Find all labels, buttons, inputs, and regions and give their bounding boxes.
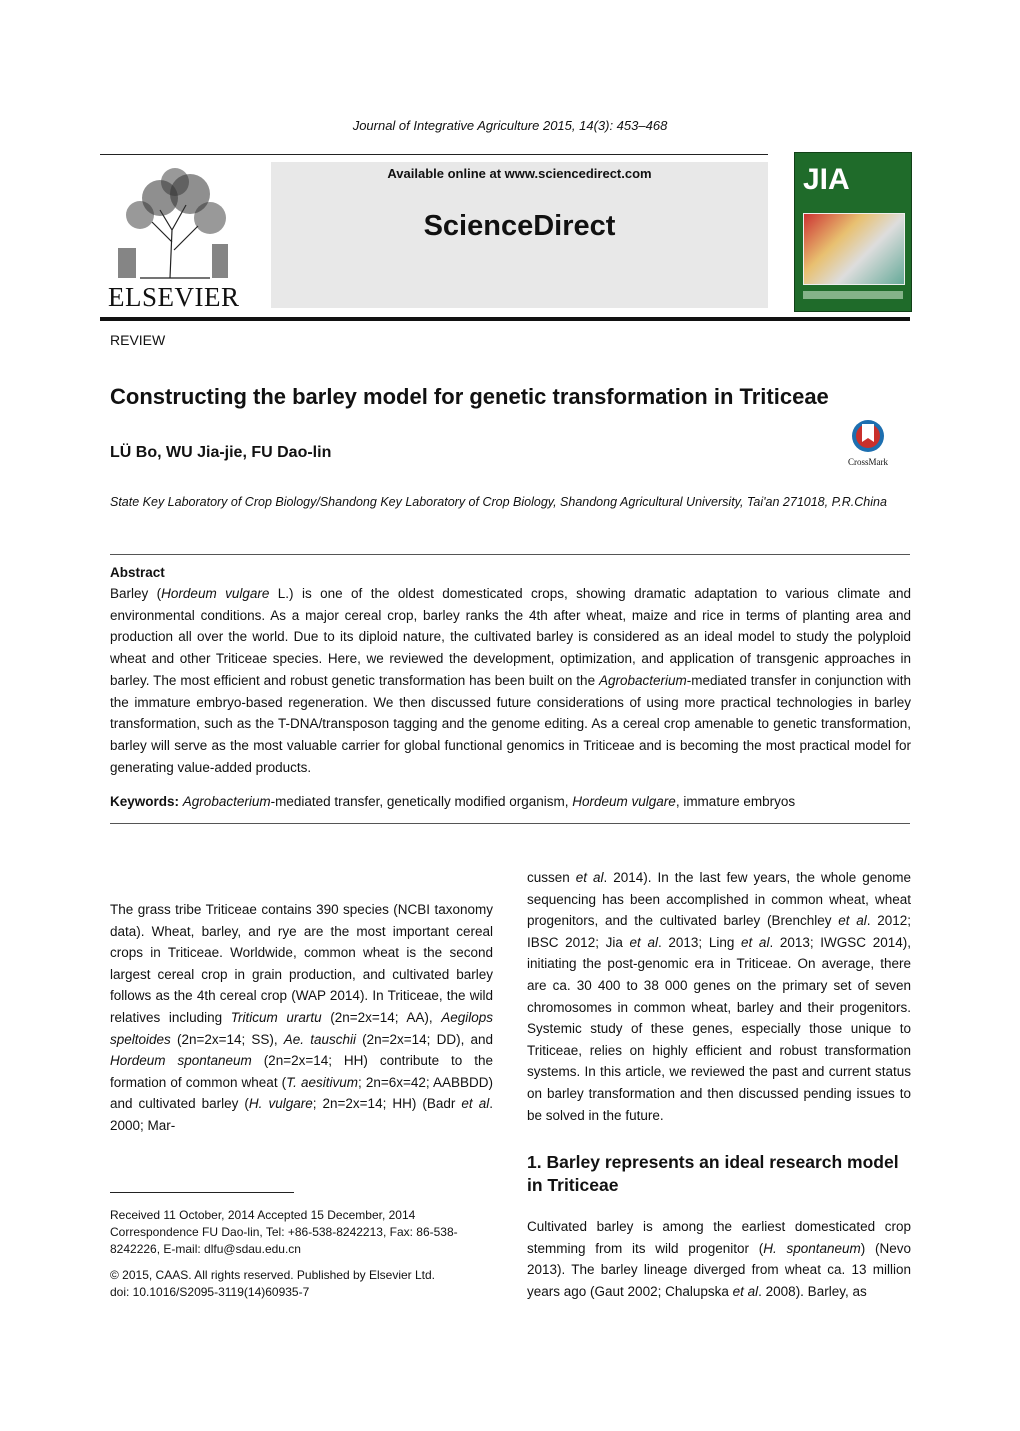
doi[interactable]: doi: 10.1016/S2095-3119(14)60935-7: [110, 1285, 310, 1299]
abstract-text: Barley (Hordeum vulgare L.) is one of the oldest domesticated crops, showing dramatic adaptation to various climate and environmental conditions. As a major cereal crop, barley ranks the 4th after wheat, maize and rice in terms of planting area and production all over the world. Due to its diploid nature, the cultivated barley is considered as an ideal model to study the polyploid wheat and other Triticeae species. Here, we reviewed the development, optimization, and application of transgenic approaches in barley. The most efficient and robust genetic transformation has been built on the Agrobacterium-mediated transfer in conjunction with the immature embryo-based regeneration. We then discussed future considerations of using more practical technologies in barley transformation, such as the T-DNA/transposon tagging and the genome editing. As a cereal crop amenable to genetic transformation, barley will serve as the most valuable carrier for global functional genomics in Triticeae and is becoming the most practical model for generating value-added products.: [110, 586, 912, 775]
section-1-heading: 1. Barley represents an ideal research model in Triticeae: [527, 1152, 899, 1195]
copyright: © 2015, CAAS. All rights reserved. Published by Elsevier Ltd.: [110, 1268, 436, 1282]
crossmark-label: CrossMark: [848, 457, 888, 467]
abstract-heading: Abstract: [110, 565, 165, 580]
cover-image-block: [803, 213, 905, 285]
received-dates: Received 11 October, 2014 Accepted 15 December, 2014: [110, 1208, 416, 1222]
header-rule: [100, 154, 768, 155]
keywords-bottom-rule: [110, 823, 910, 824]
article-title: Constructing the barley model for genetic transformation in Triticeae: [110, 384, 829, 409]
body-left-column: The grass tribe Triticeae contains 390 species (NCBI taxonomy data). Wheat, barley, and rye are the most important cereal crops in Triticeae. Worldwide, common wheat is the second largest cereal crop in grain production, and cultivated barley follows as the 4th cereal crop (WAP 2014). In Triticeae, the wild relatives including Triticum urartu (2n=2x=14; AA), Aegilops speltoides (2n=2x=14; SS), Ae. tauschii (2n=2x=14; DD), and Hordeum spontaneum (2n=2x=14; HH) contribute to the formation of common wheat (T. aesitivum; 2n=6x=42; AABBDD) and cultivated barley (H. vulgare; 2n=2x=14; HH) (Badr et al. 2000; Mar-: [110, 902, 494, 1133]
crossmark-badge[interactable]: [840, 418, 896, 468]
keywords-label: Keywords: [110, 794, 175, 809]
abstract-top-rule: [110, 554, 910, 555]
footnote-rule: [110, 1192, 294, 1193]
cover-label: JIA: [803, 163, 850, 196]
sciencedirect-title: ScienceDirect: [423, 210, 616, 242]
author-affiliation: State Key Laboratory of Crop Biology/Shandong Key Laboratory of Crop Biology, Shandong Agricultural University, Tai'an 271018, P.R.China: [110, 495, 887, 509]
elsevier-wordmark: ELSEVIER: [108, 282, 240, 312]
crossmark-icon: [840, 418, 896, 454]
journal-cover-image: [794, 152, 912, 312]
available-online-text: Available online at www.sciencedirect.com: [387, 166, 652, 181]
article-type: REVIEW: [110, 332, 166, 348]
cover-footer-bar: [803, 291, 903, 299]
keywords: Keywords: Agrobacterium-mediated transfer, genetically modified organism, Hordeum vulgare, immature embryos: [110, 794, 796, 809]
correspondence: Correspondence FU Dao-lin, Tel: +86-538-8242213, Fax: 86-538-8242226, E-mail: dlfu@sdau.edu.cn: [110, 1225, 458, 1256]
header-thick-rule: [100, 317, 910, 321]
journal-reference: Journal of Integrative Agriculture 2015, 14(3): 453–468: [352, 118, 668, 133]
section-1-text: Cultivated barley is among the earliest domesticated crop stemming from its wild progenitor (H. spontaneum) (Nevo 2013). The barley lineage diverged from wheat ca. 13 million years ago (Gaut 2002; Chalupska et al. 2008). Barley, as: [527, 1219, 912, 1299]
body-right-column: cussen et al. 2014). In the last few years, the whole genome sequencing has been accomplished in common wheat, wheat progenitors, and the cultivated barley (Brenchley et al. 2012; IBSC 2012; Jia et al. 2013; Ling et al. 2013; IWGSC 2014), initiating the post-genomic era in Triticeae. On average, there are ca. 30 400 to 38 000 genes on the primary set of seven chromosomes in common wheat, barley and their progenitors. Systemic study of these genes, especially those unique to Triticeae, relies on highly efficient and robust transformation systems. In this article, we reviewed the past and current status on barley transformation and then discussed pending issues to be solved in the future.: [527, 870, 911, 1123]
article-authors: LÜ Bo, WU Jia-jie, FU Dao-lin: [110, 444, 332, 461]
